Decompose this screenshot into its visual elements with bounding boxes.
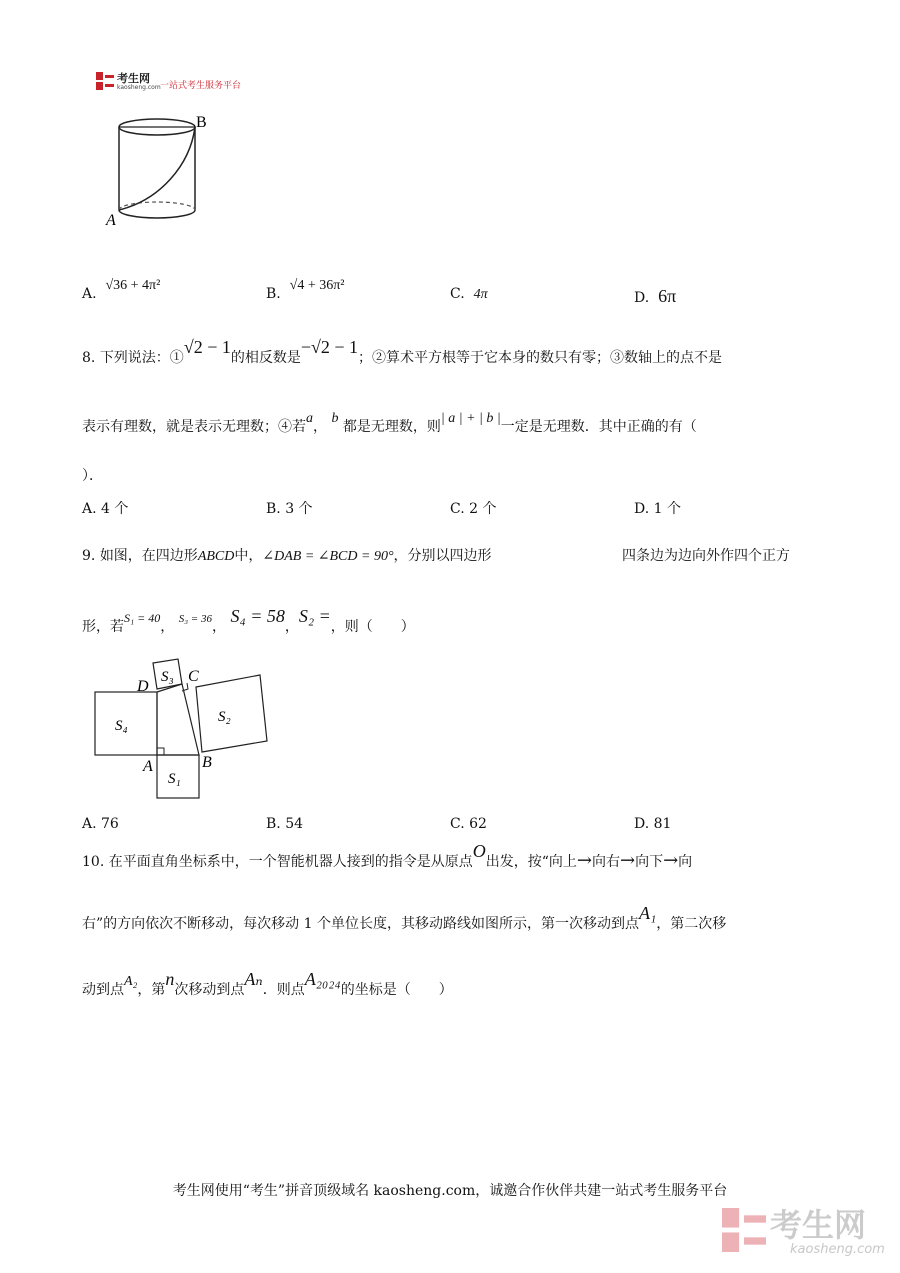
q7-option-a: A. √36 + 4π² <box>82 278 161 302</box>
brand-logo-icon <box>96 72 114 90</box>
watermark-logo-icon <box>722 1206 766 1254</box>
q8-line-1: 8. 下列说法：①√2 − 1的相反数是−√2 − 1；②算术平方根等于它本身的数只有零；③数轴上的点不是 <box>82 337 723 366</box>
q7-option-b: B. √4 + 36π² <box>266 278 345 302</box>
q10-line-3: 动到点A₂，第n次移动到点Aₙ．则点A₂₀₂₄的坐标是（ ） <box>82 969 453 998</box>
fig-label-s3: S₃ <box>161 669 174 685</box>
arrow-icon: → <box>619 850 636 871</box>
q8-line-3: ）． <box>82 468 103 484</box>
cylinder-figure <box>100 105 220 235</box>
footer-text: 考生网使用“考生”拼音顶级域名 kaosheng.com，诚邀合作伙伴共建一站式考生服务平台 <box>172 1183 728 1199</box>
fig-label-d: D <box>137 678 149 695</box>
fig-label-s2: S₂ <box>218 709 231 725</box>
q8-option-c: C. 2 个 <box>450 501 497 517</box>
q7-option-c-value: 4π <box>473 287 488 302</box>
q8-negation: −√2 − 1 <box>300 337 359 357</box>
q10-line-1: 10. 在平面直角坐标系中，一个智能机器人接到的指令是从原点O出发，按“向上→向右→向下→向 <box>82 841 693 871</box>
q7-option-c: C. 4π <box>450 286 488 302</box>
brand-name: 考生网 <box>117 72 150 85</box>
q9-line-2: 形，若S₁ = 40， $^{S_3 = 36}$， S₄ = 58，S₂ =，则（ ） <box>82 606 415 635</box>
q7-option-d-value: 6π <box>658 286 677 306</box>
cylinder-label-b: B <box>196 114 207 131</box>
q8-line-2: 表示有理数，就是表示无理数；④若a， b 都是无理数，则| a | + | b |一定是无理数．其中正确的有（ <box>82 411 697 435</box>
fig-label-b: B <box>202 754 212 771</box>
q9-option-a: A. 76 <box>82 816 119 832</box>
arrow-icon: → <box>576 850 592 871</box>
cylinder-label-a: A <box>106 212 116 229</box>
q8-abs-expr: | a | + | b | <box>440 411 501 426</box>
q9-option-b: B. 54 <box>266 816 304 832</box>
arrow-icon: → <box>663 850 679 871</box>
q9-angle-eq: ∠DAB = ∠BCD = 90° <box>262 549 394 564</box>
q8-option-b: B. 3 个 <box>266 501 313 517</box>
watermark-name: 考生网 <box>770 1206 867 1244</box>
fig-label-a: A <box>143 758 153 775</box>
q10-line-2: 右”的方向依次不断移动，每次移动 1 个单位长度，其移动路线如图所示，第一次移动到点A₁，第二次移 <box>82 903 727 932</box>
q9-line-1-end: 四条边为边向外作四个正方 <box>622 548 790 564</box>
q9-line-1: 9. 如图，在四边形ABCD中，∠DAB = ∠BCD = 90°，分别以四边形 <box>82 548 492 564</box>
q8-expr: √2 − 1 <box>183 337 231 357</box>
fig-label-c: C <box>188 668 199 685</box>
brand-domain: kaosheng.com <box>117 84 161 91</box>
q7-option-d: D. 6π <box>634 286 677 306</box>
q7-option-a-value: √36 + 4π² <box>105 278 161 293</box>
watermark-domain: kaosheng.com <box>790 1242 885 1257</box>
q8-option-a: A. 4 个 <box>82 501 129 517</box>
fig-label-s1: S₁ <box>168 771 181 787</box>
q9-option-c: C. 62 <box>450 816 487 832</box>
brand-slogan: 一站式考生服务平台 <box>160 81 242 91</box>
q9-option-d: D. 81 <box>634 816 672 832</box>
q8-option-d: D. 1 个 <box>634 501 681 517</box>
quadrilateral-figure <box>90 655 280 805</box>
q9-quad-name: ABCD <box>197 549 235 564</box>
q7-option-b-value: √4 + 36π² <box>289 278 345 293</box>
fig-label-s4: S₄ <box>115 718 128 734</box>
